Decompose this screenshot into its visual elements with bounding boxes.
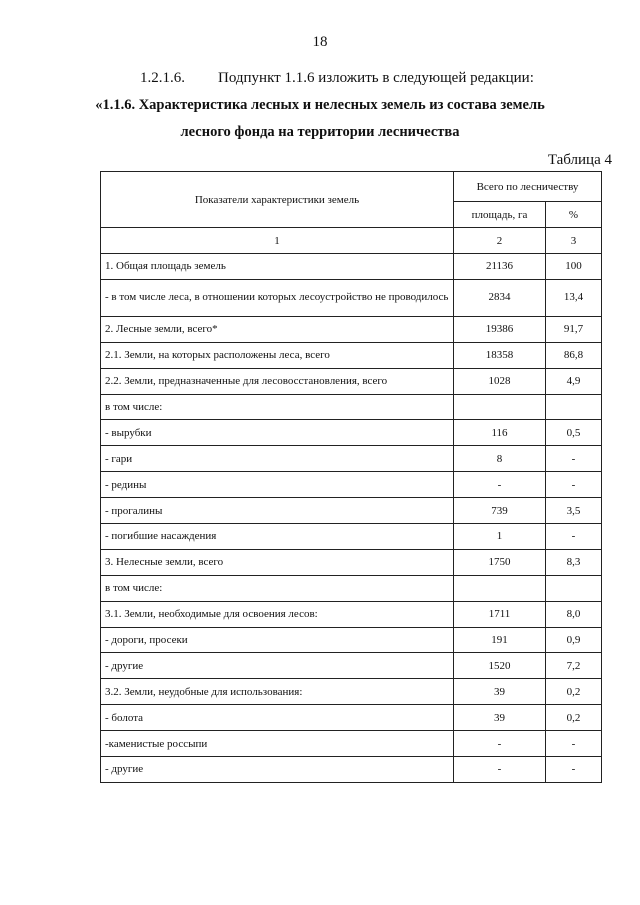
table-row (101, 731, 602, 757)
percent-value: - (546, 757, 602, 783)
table-row (101, 705, 602, 731)
indicator-label: 3.1. Земли, необходимые для освоения лесов: (101, 601, 454, 627)
indicator-label: 2.1. Земли, на которых расположены леса, всего (101, 342, 454, 368)
area-value: 2834 (454, 279, 546, 316)
table-row (101, 394, 602, 420)
table-row (101, 524, 602, 550)
indicator-label: - вырубки (101, 420, 454, 446)
area-value: 1711 (454, 601, 546, 627)
percent-value: 0,2 (546, 705, 602, 731)
table-header-row (101, 172, 602, 202)
percent-value: 7,2 (546, 653, 602, 679)
percent-value: - (546, 524, 602, 550)
area-value: 19386 (454, 316, 546, 342)
indicator-label: 3. Нелесные земли, всего (101, 549, 454, 575)
area-value: 1750 (454, 549, 546, 575)
area-value: 1 (454, 524, 546, 550)
indicator-label: - прогалины (101, 498, 454, 524)
area-value: 39 (454, 679, 546, 705)
area-value: - (454, 731, 546, 757)
total-header: Всего по лесничеству (454, 172, 602, 202)
indicator-label: - другие (101, 757, 454, 783)
percent-header: % (546, 202, 602, 228)
table-row (101, 627, 602, 653)
column-number: 1 (101, 228, 454, 254)
table-row (101, 498, 602, 524)
table-row (101, 316, 602, 342)
clause-text: Подпункт 1.1.6 изложить в следующей редакции: (218, 70, 534, 86)
area-value: 8 (454, 446, 546, 472)
area-value (454, 575, 546, 601)
percent-value: - (546, 731, 602, 757)
table-row (101, 601, 602, 627)
table-row (101, 575, 602, 601)
clause-number: 1.2.1.6. (140, 70, 185, 86)
indicator-label: - редины (101, 472, 454, 498)
amendment-clause (140, 70, 534, 87)
indicator-label: - другие (101, 653, 454, 679)
area-value (454, 394, 546, 420)
table-row (101, 549, 602, 575)
indicator-label: 2.2. Земли, предназначенные для лесовосстановления, всего (101, 368, 454, 394)
section-heading-line-1: «1.1.6. Характеристика лесных и нелесных земель из состава земель (95, 97, 545, 113)
indicator-label: - погибшие насаждения (101, 524, 454, 550)
percent-value: 3,5 (546, 498, 602, 524)
area-value: 116 (454, 420, 546, 446)
land-characteristics-table (100, 171, 602, 783)
percent-value: - (546, 446, 602, 472)
indicator-label: в том числе: (101, 394, 454, 420)
area-value: 18358 (454, 342, 546, 368)
percent-value: 13,4 (546, 279, 602, 316)
percent-value: 8,0 (546, 601, 602, 627)
indicator-label: - гари (101, 446, 454, 472)
percent-value: 100 (546, 254, 602, 280)
percent-value: - (546, 472, 602, 498)
indicator-label: -каменистые россыпи (101, 731, 454, 757)
percent-value: 86,8 (546, 342, 602, 368)
section-heading-line-2: лесного фонда на территории лесничества (180, 124, 460, 140)
table-row (101, 342, 602, 368)
percent-value (546, 575, 602, 601)
table-row (101, 279, 602, 316)
percent-value: 8,3 (546, 549, 602, 575)
indicator-label: - болота (101, 705, 454, 731)
indicator-label: - дороги, просеки (101, 627, 454, 653)
table-row (101, 420, 602, 446)
percent-value (546, 394, 602, 420)
area-value: - (454, 757, 546, 783)
percent-value: 0,5 (546, 420, 602, 446)
table-row (101, 368, 602, 394)
table-row (101, 446, 602, 472)
area-value: 739 (454, 498, 546, 524)
indicator-label: 3.2. Земли, неудобные для использования: (101, 679, 454, 705)
indicator-label: в том числе: (101, 575, 454, 601)
area-value: 1028 (454, 368, 546, 394)
percent-value: 91,7 (546, 316, 602, 342)
percent-value: 0,2 (546, 679, 602, 705)
percent-value: 0,9 (546, 627, 602, 653)
area-value: 191 (454, 627, 546, 653)
table-row (101, 254, 602, 280)
column-number: 3 (546, 228, 602, 254)
area-header: площадь, га (454, 202, 546, 228)
column-numbers-row (101, 228, 602, 254)
area-value: - (454, 472, 546, 498)
area-value: 39 (454, 705, 546, 731)
area-value: 21136 (454, 254, 546, 280)
page-number: 18 (312, 34, 328, 50)
table-row (101, 679, 602, 705)
indicator-label: 2. Лесные земли, всего* (101, 316, 454, 342)
percent-value: 4,9 (546, 368, 602, 394)
table-caption: Таблица 4 (547, 152, 612, 168)
column-number: 2 (454, 228, 546, 254)
indicators-header: Показатели характеристики земель (101, 172, 454, 228)
indicator-label: - в том числе леса, в отношении которых лесоустройство не проводилось (101, 279, 454, 316)
table-row (101, 653, 602, 679)
area-value: 1520 (454, 653, 546, 679)
table-row (101, 757, 602, 783)
indicator-label: 1. Общая площадь земель (101, 254, 454, 280)
table-row (101, 472, 602, 498)
